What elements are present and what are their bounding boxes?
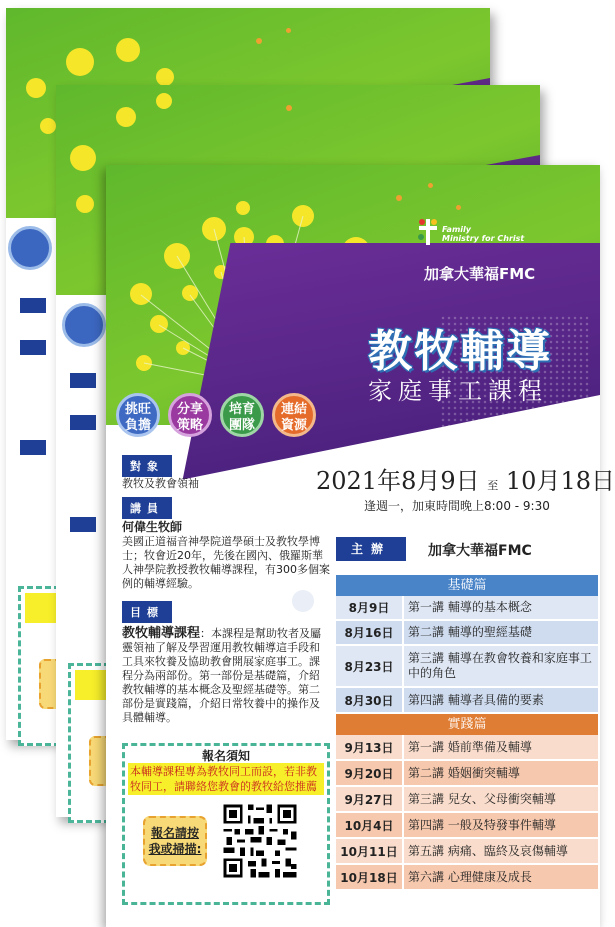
- audience-tag: [20, 298, 46, 313]
- schedule-section-practice: 實踐篇: [336, 714, 598, 735]
- sub-title: 家庭事工課程: [368, 377, 548, 405]
- table-row: [336, 787, 598, 813]
- table-row: [336, 761, 598, 787]
- row-date: 8月16日: [336, 621, 402, 644]
- course-dates: 2021年8月9日 至 10月18日: [316, 467, 615, 495]
- goal-text: 教牧輔導課程：本課程是幫助牧者及屬靈領袖了解及學習運用教牧輔導這手段和工具來牧養及協助教會開展家庭事工。課程分為兩部份。第一部份是基礎篇，介紹教牧輔導的基本概念及聖經基礎等。第二部份是實踐篇，介紹日常牧養中的操作及具體輔導。: [122, 626, 322, 724]
- audience-tag: [70, 373, 96, 388]
- register-button[interactable]: 報名請按 我或掃描:: [143, 816, 207, 866]
- pillar-circle: [8, 226, 52, 270]
- row-date: 9月20日: [336, 761, 402, 785]
- table-row: [336, 735, 598, 761]
- row-date: 10月11日: [336, 839, 402, 863]
- schedule-table: [336, 575, 598, 891]
- decor-bubble: [292, 590, 314, 612]
- audience-tag: 對象: [122, 455, 172, 477]
- registration-note: 本輔導課程專為教牧同工而設，若非教牧同工，請聯絡您教會的教牧給您推薦: [128, 763, 324, 795]
- qr-code-icon[interactable]: [221, 802, 299, 880]
- speaker-name: 何偉生牧師: [122, 520, 183, 534]
- row-topic: 第一講 輔導的基本概念: [402, 596, 598, 619]
- row-date: 10月4日: [336, 813, 402, 837]
- speaker-tag: [20, 340, 46, 355]
- goal-tag: [70, 517, 96, 532]
- row-topic: 第三講 兒女、父母衝突輔導: [402, 787, 598, 811]
- row-topic: 第六講 心理健康及成長: [402, 865, 598, 889]
- pillar-circle-4: 連結 資源: [272, 393, 316, 437]
- row-date: 9月27日: [336, 787, 402, 811]
- main-title: 教牧輔導: [368, 326, 552, 377]
- registration-box: [122, 743, 330, 905]
- course-time: 逢週一，加東時間晚上8:00 - 9:30: [364, 499, 550, 513]
- schedule-section-basic: 基礎篇: [336, 575, 598, 596]
- speaker-tag: [70, 415, 96, 430]
- speaker-bio: 美國正道福音神學院道學碩士及教牧學博士；牧會近20年，先後在國內、俄羅斯華人神學院教授教牧輔導課程，有300多個案例的輔導經驗。: [122, 535, 330, 590]
- table-row: [336, 865, 598, 891]
- audience-text: 教牧及教會領袖: [122, 477, 199, 490]
- row-topic: 第三講 輔導在教會牧養和家庭事工中的角色: [402, 646, 598, 686]
- row-topic: 第四講 輔導者具備的要素: [402, 688, 598, 712]
- goal-tag: 目標: [122, 601, 172, 623]
- row-date: 10月18日: [336, 865, 402, 889]
- table-row: [336, 688, 598, 714]
- table-row: [336, 621, 598, 646]
- goal-course-label: 教牧輔導課程: [122, 626, 201, 641]
- org-name: 加拿大華福FMC: [424, 265, 536, 283]
- row-date: 8月23日: [336, 646, 402, 686]
- row-topic: 第四講 一般及特發事件輔導: [402, 813, 598, 837]
- row-topic: 第五講 病痛、臨終及哀傷輔導: [402, 839, 598, 863]
- row-date: 9月13日: [336, 735, 402, 759]
- goal-tag: [20, 440, 46, 455]
- fmc-logo-icon: [416, 217, 440, 247]
- table-row: [336, 646, 598, 688]
- host-name: 加拿大華福FMC: [428, 543, 532, 559]
- pillar-circle-1: 挑旺 負擔: [116, 393, 160, 437]
- pillar-circle-3: 培育 團隊: [220, 393, 264, 437]
- row-date: 8月9日: [336, 596, 402, 619]
- pillar-circle: [62, 303, 106, 347]
- row-date: 8月30日: [336, 688, 402, 712]
- registration-title: 報名須知: [201, 749, 250, 763]
- row-topic: 第二講 輔導的聖經基礎: [402, 621, 598, 644]
- row-topic: 第一講 婚前準備及輔導: [402, 735, 598, 759]
- logo-text: Family Ministry for Christ: [442, 225, 525, 243]
- table-row: [336, 839, 598, 865]
- flyer-front-sheet: [106, 165, 615, 927]
- speaker-tag: 講員: [122, 497, 172, 519]
- table-row: [336, 596, 598, 621]
- table-row: [336, 813, 598, 839]
- row-topic: 第二講 婚姻衝突輔導: [402, 761, 598, 785]
- host-tag: 主辦: [336, 537, 406, 561]
- pillar-circle-2: 分享 策略: [168, 393, 212, 437]
